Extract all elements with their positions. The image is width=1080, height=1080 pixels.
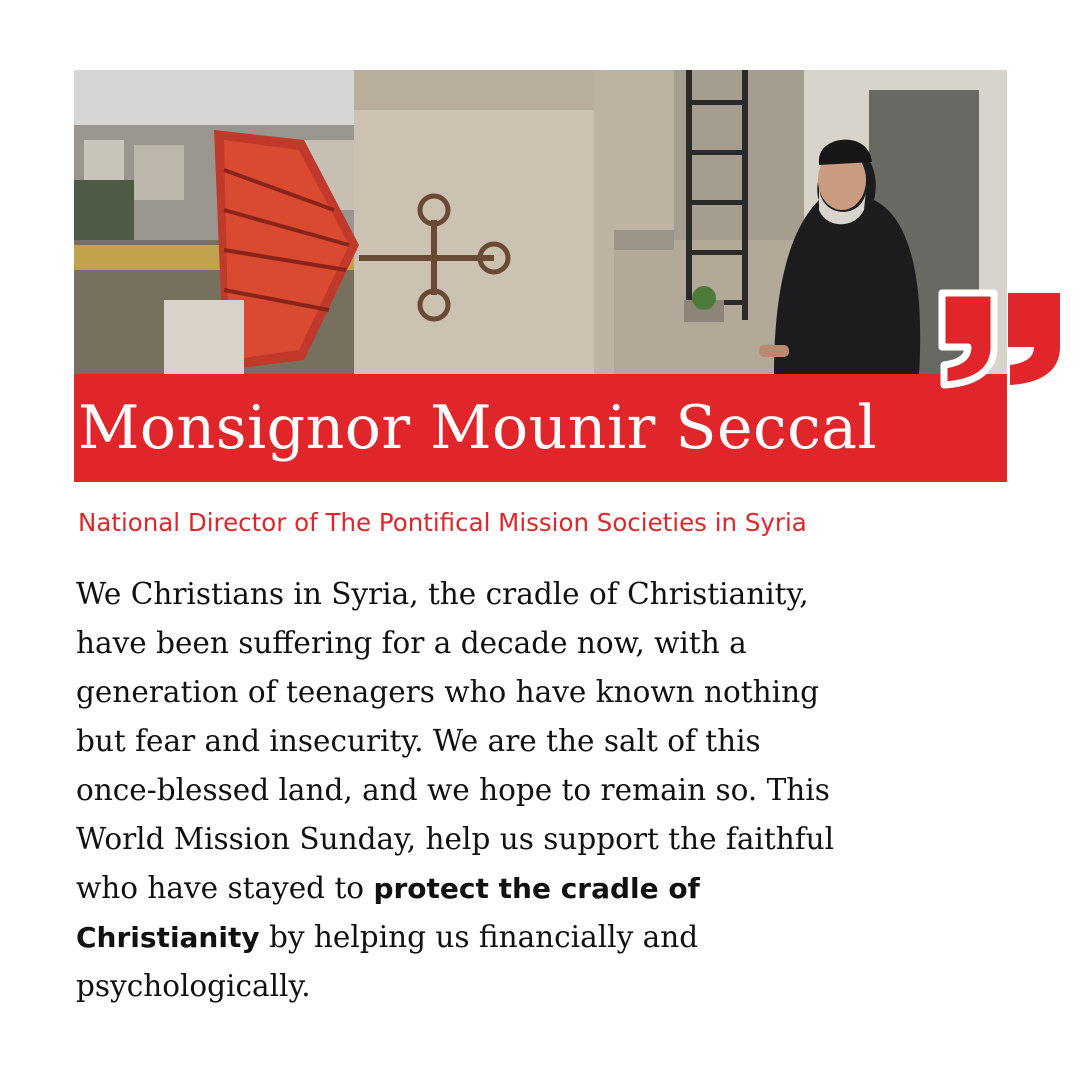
quote-line-9: psychologically.	[76, 969, 311, 1003]
quote-line-3: generation of teenagers who have known nothing	[76, 675, 819, 709]
quote-line-7-text: who have stayed to	[76, 871, 374, 905]
quote-line-2: have been suffering for a decade now, with a	[76, 626, 747, 660]
quote-line-7	[76, 864, 1036, 913]
closing-quotation-mark-icon	[930, 285, 1068, 390]
speaker-subtitle: National Director of The Pontifical Mission Societies in Syria	[78, 508, 807, 537]
quote-line-8-text: by helping us financially and	[259, 920, 699, 954]
quote-line-6: World Mission Sunday, help us support the faithful	[76, 822, 835, 856]
header-photo-illustration	[74, 70, 1007, 375]
quote-line-8	[76, 913, 1036, 962]
highlight-text-2: Christianity	[76, 921, 260, 954]
page-title: Monsignor Mounir Seccal	[78, 393, 878, 463]
quote-body	[76, 570, 1036, 1011]
quote-line-5: once-blessed land, and we hope to remain so. This	[76, 773, 830, 807]
highlight-text-1: protect the cradle of	[373, 872, 700, 905]
quote-line-4: but fear and insecurity. We are the salt of this	[76, 724, 761, 758]
quote-line-1: We Christians in Syria, the cradle of Christianity,	[76, 577, 809, 611]
header-photo	[74, 70, 1007, 375]
